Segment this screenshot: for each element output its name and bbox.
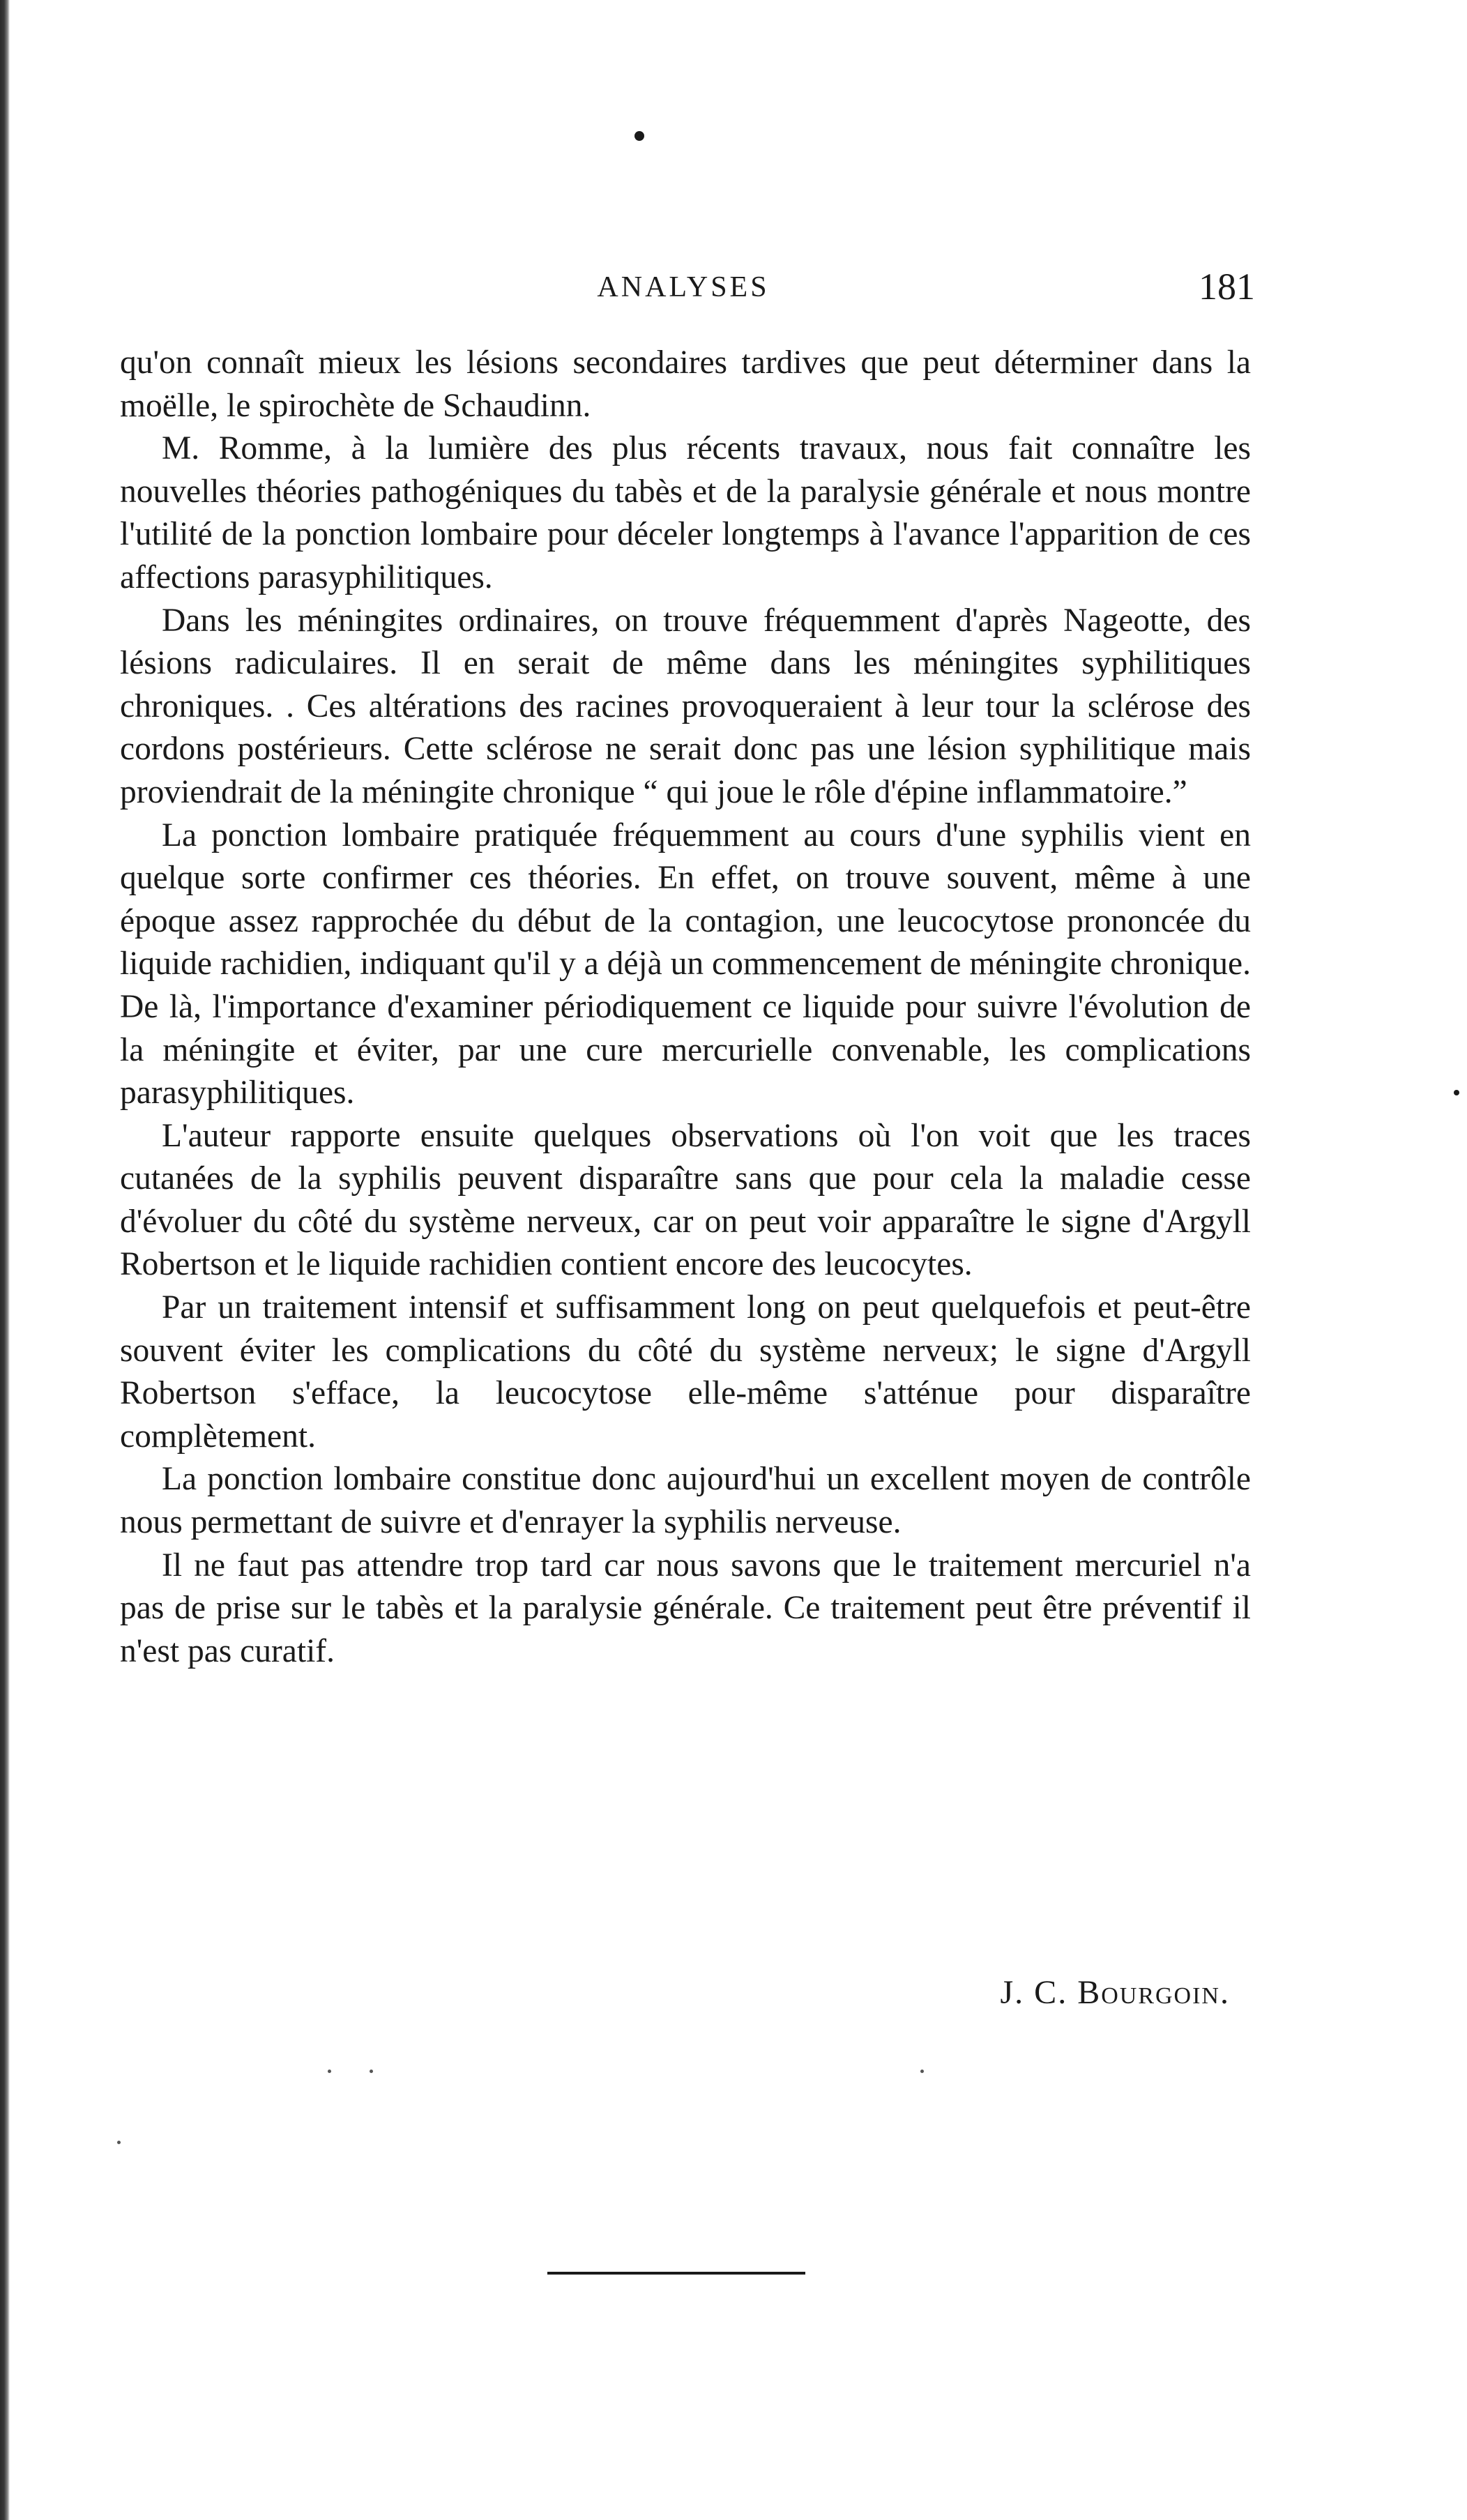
page-number: 181 <box>1199 266 1255 308</box>
print-speck <box>370 2070 373 2073</box>
paragraph: Par un traitement intensif et suffisamment long on peut quelquefois et peut-être souvent éviter les complications du côté du système nerveux; le signe d'Argyll Robertson s'efface, la leucocytose elle-même s'atténue pour disparaître complètement. <box>120 1289 1251 1455</box>
paragraph: Il ne faut pas attendre trop tard car nous savons que le traitement mercuriel n'a pas de prise sur le tabès et la paralysie générale. Ce traitement peut être préventif il n'est pas curatif. <box>120 1547 1251 1669</box>
author-surname: Bourgoin. <box>1077 1974 1230 2011</box>
article-body <box>120 342 1251 1673</box>
author-initials: J. C. <box>1000 1974 1068 2011</box>
paragraph: L'auteur rapporte ensuite quelques observations où l'on voit que les traces cutanées de la syphilis peuvent disparaître sans que pour cela la maladie cesse d'évoluer du côté du système nerveux, car on peut voir apparaître le signe d'Argyll Robertson et le liquide rachidien contient encore des leucocytes. <box>120 1117 1251 1283</box>
paragraph: La ponction lombaire constitue donc aujourd'hui un excellent moyen de contrôle nous permettant de suivre et d'enrayer la syphilis nerveuse. <box>120 1461 1251 1541</box>
author-signature <box>1001 1973 1231 2012</box>
book-spine-edge <box>0 0 10 2520</box>
paragraph: La ponction lombaire pratiquée fréquemment au cours d'une syphilis vient en quelque sorte confirmer ces théories. En effet, on trouve souvent, même à une époque assez rapprochée du début de la contagion, une leucocytose prononcée du liquide rachidien, indiquant qu'il y a déjà un commencement de méningite chronique. De là, l'importance d'examiner périodiquement ce liquide pour suivre l'évolution de la méningite et éviter, par une cure mercurielle convenable, les complications parasyphilitiques. <box>120 817 1251 1111</box>
ink-dot <box>1454 1090 1459 1095</box>
running-head <box>112 266 1255 312</box>
running-title: ANALYSES <box>597 271 770 303</box>
print-speck <box>920 2070 924 2073</box>
print-speck <box>117 2141 121 2144</box>
print-speck <box>328 2070 331 2073</box>
section-end-rule <box>547 2272 805 2275</box>
paragraph: qu'on connaît mieux les lésions secondaires tardives que peut déterminer dans la moëlle, le spirochète de Schaudinn. <box>120 344 1251 424</box>
ink-dot <box>634 131 644 141</box>
paragraph: M. Romme, à la lumière des plus récents travaux, nous fait connaître les nouvelles théories pathogéniques du tabès et de la paralysie générale et nous montre l'utilité de la ponction lombaire pour déceler longtemps à l'avance l'apparition de ces affections parasyphilitiques. <box>120 430 1251 595</box>
paragraph: Dans les méningites ordinaires, on trouve fréquemment d'après Nageotte, des lésions radiculaires. Il en serait de même dans les méningites syphilitiques chroniques. . Ces altérations des racines provoqueraient à leur tour la sclérose des cordons postérieurs. Cette sclérose ne serait donc pas une lésion syphilitique mais proviendrait de la méningite chronique “ qui joue le rôle d'épine inflammatoire.” <box>120 602 1251 810</box>
